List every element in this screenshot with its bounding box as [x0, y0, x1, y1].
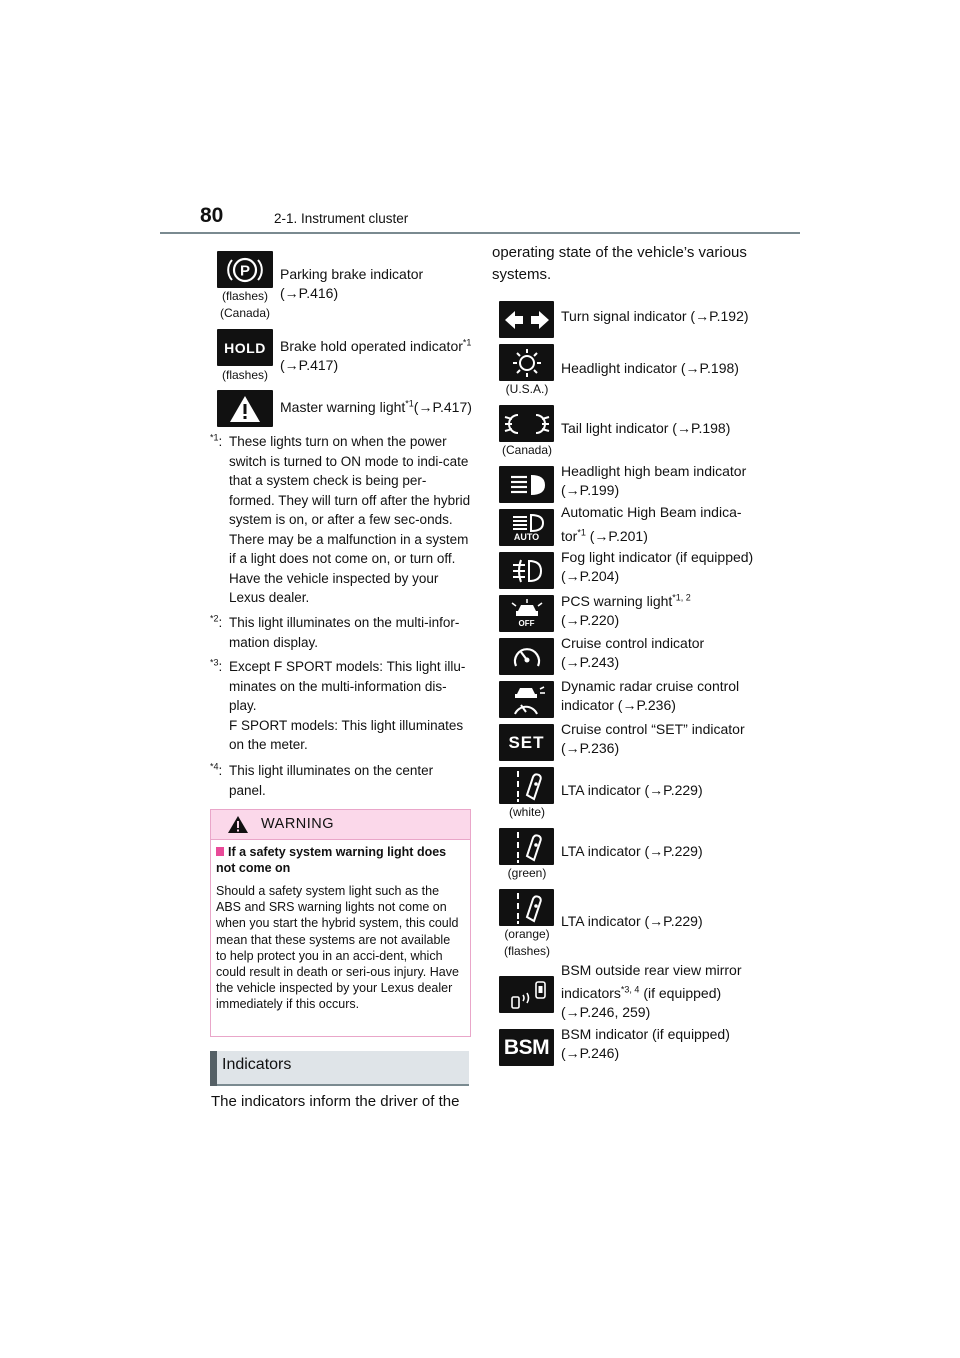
parking-brake-caption-1: (flashes)	[221, 289, 268, 303]
lta-white-label: LTA indicator (→P.229)	[561, 782, 703, 798]
lta-white-icon	[499, 767, 554, 804]
footnote-4: $^{*4}$: This light illuminates on the center panel.	[210, 761, 434, 798]
tail-light-icon	[499, 405, 554, 442]
bsm-icon: BSM	[499, 1029, 554, 1066]
turn-signal-icon	[499, 301, 554, 338]
tail-light-label: Tail light indicator (→P.198)	[561, 420, 731, 436]
high-beam-icon	[499, 466, 554, 503]
lta-orange-caption-2: (flashes)	[503, 944, 550, 958]
radar-cruise-label: Dynamic radar cruise control indicator (→P.236)	[561, 678, 740, 713]
footnote-1: $^{*1}$: These lights turn on when the power switch is turned to ON mode to indi-cate that a system check is being per-formed. They will turn off after the hybrid system is on, or after a few sec-onds. There may be a malfunction in a system if a light does not come on, or turn off. Have the vehicle inspected by your Lexus dealer.	[210, 432, 471, 605]
bullet-icon	[216, 847, 224, 856]
brake-hold-label: Brake hold operated indicator$^{*1}$ (→P.417)	[280, 337, 472, 373]
lta-orange-icon	[499, 889, 554, 926]
headlight-label: Headlight indicator (→P.198)	[561, 360, 739, 376]
bsm-mirror-label: BSM outside rear view mirror indicators$^{*3, 4}$ (if equipped) (→P.246, 259)	[561, 962, 742, 1020]
high-beam-label: Headlight high beam indicator (→P.199)	[561, 463, 747, 498]
set-icon: SET	[499, 724, 554, 761]
parking-brake-caption-2: (Canada)	[219, 306, 271, 320]
lta-orange-label: LTA indicator (→P.229)	[561, 913, 703, 929]
pcs-label: PCS warning light$^{*1, 2}$ (→P.220)	[561, 592, 691, 628]
footnote-2: $^{*2}$: This light illuminates on the multi-infor-mation display.	[210, 613, 460, 650]
lta-white-caption: (white)	[508, 805, 545, 819]
fog-light-label: Fog light indicator (if equipped) (→P.204)	[561, 549, 754, 584]
set-label: Cruise control “SET” indicator (→P.236)	[561, 721, 745, 756]
lta-orange-caption-1: (orange)	[504, 927, 550, 941]
pcs-off-icon: OFF	[499, 595, 554, 632]
indicators-intro: The indicators inform the driver of the	[211, 1093, 460, 1110]
turn-signal-label: Turn signal indicator (→P.192)	[561, 308, 749, 324]
header-rule	[160, 232, 800, 234]
radar-cruise-icon	[499, 681, 554, 718]
tail-light-caption: (Canada)	[501, 443, 553, 457]
parking-brake-icon	[217, 251, 273, 288]
master-warning-label: Master warning light$^{*1}$(→P.417)	[280, 398, 472, 415]
lta-green-label: LTA indicator (→P.229)	[561, 843, 703, 859]
auto-high-beam-icon: AUTO	[499, 509, 554, 546]
footnote-3: $^{*3}$: Except F SPORT models: This light illu-minates on the multi-information dis-play. F SPORT models: This light illuminates on the meter.	[210, 657, 466, 752]
headlight-caption: (U.S.A.)	[505, 382, 549, 396]
warning-subtitle: If a safety system warning light does not come on	[216, 845, 447, 875]
cruise-control-label: Cruise control indicator (→P.243)	[561, 635, 705, 670]
cruise-control-icon	[499, 638, 554, 675]
headlight-icon	[499, 344, 554, 381]
fog-light-icon	[499, 552, 554, 589]
indicators-heading: Indicators	[210, 1051, 469, 1086]
parking-brake-label: Parking brake indicator (→P.416)	[280, 266, 424, 301]
indicators-intro-cont: operating state of the vehicle’s various systems.	[492, 244, 747, 283]
auto-high-beam-label: Automatic High Beam indica- tor$^{*1}$ (→P.201)	[561, 504, 742, 544]
warning-title: WARNING	[261, 816, 335, 832]
hold-caption: (flashes)	[221, 368, 268, 382]
page-number: 80	[200, 204, 224, 227]
section-title: 2-1. Instrument cluster	[274, 211, 409, 226]
warning-header	[211, 810, 470, 840]
hold-icon: HOLD	[217, 329, 273, 366]
warning-body: Should a safety system light such as the ABS and SRS warning lights not come on when you start the hybrid system, this could mean that these systems are not available to help protect you in an acci-dent, which could result in death or seri-ous injury. Have the vehicle inspected by your Lexus dealer immediately if this occurs.	[216, 884, 459, 1012]
lta-green-caption: (green)	[507, 866, 547, 880]
svg-text:P: P	[239, 262, 251, 279]
warning-box	[210, 809, 471, 1037]
master-warning-icon	[217, 390, 273, 427]
lta-green-icon	[499, 828, 554, 865]
bsm-mirror-icon	[499, 976, 554, 1013]
warning-triangle-icon	[227, 815, 249, 834]
bsm-label: BSM indicator (if equipped) (→P.246)	[561, 1026, 730, 1061]
